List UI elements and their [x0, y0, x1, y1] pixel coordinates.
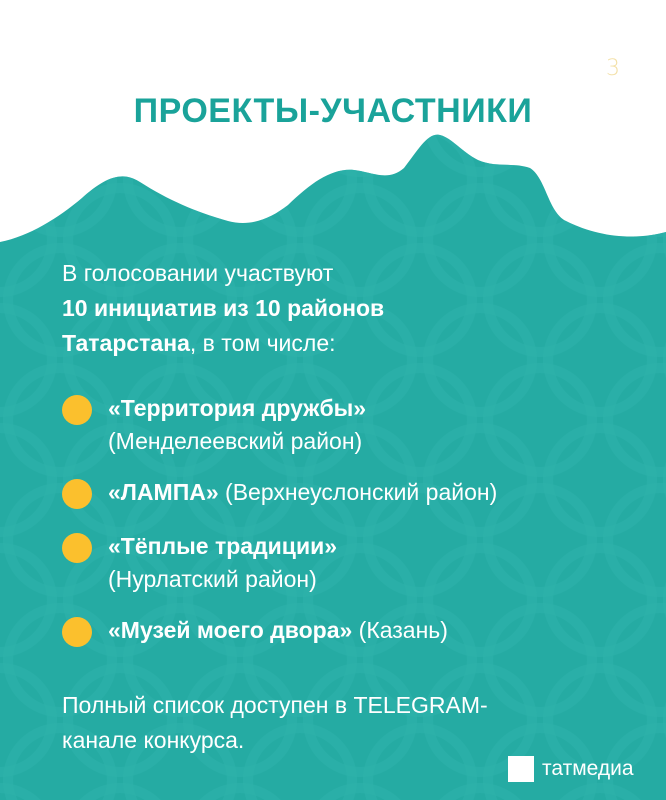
yellow-dot-icon [62, 479, 92, 509]
project-district: (Казань) [358, 617, 448, 643]
intro-line-1: В голосовании участвуют [62, 260, 334, 286]
footer-note [62, 688, 622, 758]
tatmedia-logo [508, 756, 634, 782]
project-name: «Музей моего двора» [108, 617, 353, 643]
intro-text [62, 256, 642, 361]
list-item [62, 392, 366, 458]
project-name: «Территория дружбы» [108, 395, 367, 421]
project-name: «Тёплые традиции» [108, 533, 338, 559]
project-district: (Менделеевский район) [108, 428, 363, 454]
intro-line-3-bold: Татарстана [62, 330, 190, 356]
intro-line-3-rest: , в том числе: [189, 330, 336, 356]
yellow-dot-icon [62, 617, 92, 647]
list-item [62, 530, 337, 596]
yellow-dot-icon [62, 395, 92, 425]
footer-line-1: Полный список доступен в TELEGRAM- [62, 692, 488, 718]
project-district: (Нурлатский район) [108, 566, 317, 592]
yellow-dot-icon [62, 533, 92, 563]
logo-square-icon [508, 756, 534, 782]
list-item [62, 614, 448, 647]
page-number: 3 [606, 56, 620, 81]
project-district: (Верхнеуслонский район) [225, 479, 498, 505]
page-title: ПРОЕКТЫ-УЧАСТНИКИ [133, 92, 533, 130]
logo-text: татмедиа [542, 757, 634, 780]
intro-line-2: 10 инициатив из 10 районов [62, 295, 385, 321]
project-name: «ЛАМПА» [108, 479, 219, 505]
footer-line-2: канале конкурса. [62, 727, 245, 753]
list-item [62, 476, 497, 509]
